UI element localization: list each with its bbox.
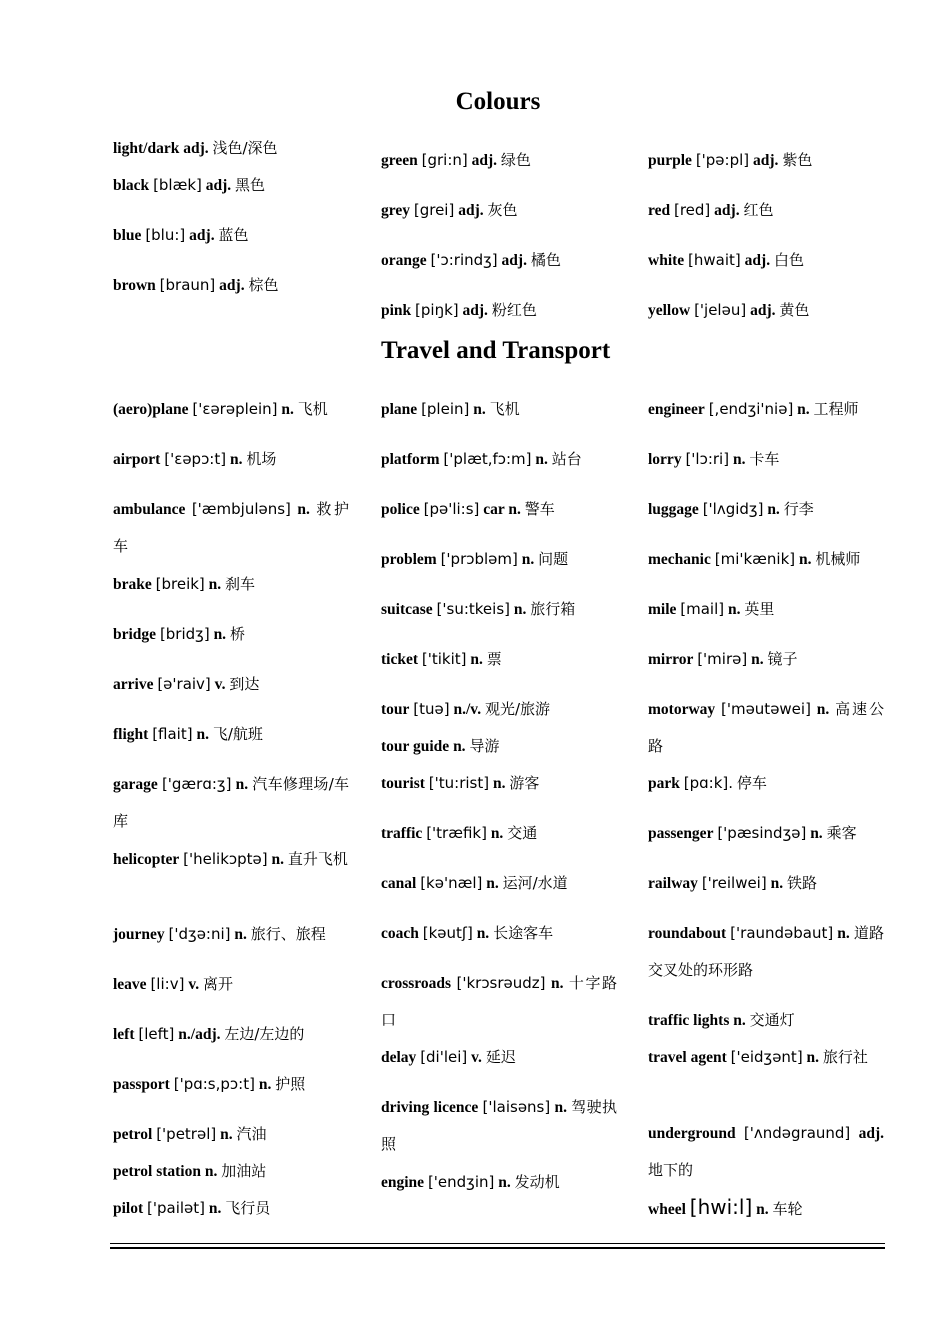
- vocab-entry: [113, 1066, 349, 1103]
- vocab-entry: [648, 765, 884, 802]
- vocab-part-of-speech: adj.: [750, 302, 776, 319]
- vocab-part-of-speech: adj.: [753, 152, 779, 169]
- vocab-part-of-speech: n.: [208, 576, 222, 593]
- vocab-word: pilot: [113, 1200, 144, 1217]
- vocab-part-of-speech: n.: [453, 738, 466, 755]
- vocab-meaning: 绿色: [500, 151, 531, 169]
- vocab-part-of-speech: n.: [751, 651, 764, 668]
- vocab-phonetic: ['reilwei]: [701, 874, 767, 892]
- vocab-phonetic: ['eidʒənt]: [730, 1048, 803, 1066]
- vocab-part-of-speech: n.: [554, 1099, 567, 1116]
- vocab-word: passport: [113, 1076, 170, 1093]
- vocab-phonetic: ['mirə]: [697, 650, 748, 668]
- vocab-phonetic: [blæk]: [153, 176, 202, 194]
- vocab-word: traffic: [381, 825, 423, 842]
- vocab-entry: [648, 915, 884, 989]
- vocab-part-of-speech: n./v.: [453, 701, 482, 718]
- vocab-phonetic: [piŋk]: [415, 301, 459, 319]
- vocab-phonetic: ['ʌndəgraund]: [743, 1124, 851, 1142]
- vocab-meaning: 浅色/深色: [212, 139, 278, 157]
- vocab-meaning: 黄色: [779, 301, 810, 319]
- vocab-word: mechanic: [648, 551, 711, 568]
- vocab-meaning: 导游: [469, 737, 500, 755]
- vocab-part-of-speech: n./adj.: [178, 1026, 221, 1043]
- vocab-word: orange: [381, 252, 427, 269]
- vocab-word: brown: [113, 277, 156, 294]
- vocab-word: helicopter: [113, 851, 180, 868]
- vocab-phonetic: ['krɔsrəudz]: [456, 974, 546, 992]
- vocab-entry: [648, 865, 884, 902]
- vocab-entry: [381, 865, 617, 902]
- vocab-part-of-speech: n.: [297, 501, 310, 518]
- vocab-entry: [648, 142, 884, 179]
- vocab-meaning: 汽油: [236, 1125, 267, 1143]
- vocab-phonetic: ['su:tkeis]: [436, 600, 510, 618]
- vocab-meaning: 汽车修理场/车库: [113, 775, 350, 830]
- vocab-entry: [113, 1016, 349, 1053]
- vocab-entry: [381, 641, 617, 678]
- vocab-phonetic: [left]: [138, 1025, 175, 1043]
- vocab-word: purple: [648, 152, 692, 169]
- vocab-part-of-speech: n.: [213, 626, 227, 643]
- vocab-phonetic: ['dʒə:ni]: [168, 925, 231, 943]
- vocab-word: underground: [648, 1125, 736, 1142]
- vocab-phonetic: [di'lei]: [420, 1048, 468, 1066]
- vocab-meaning: 护照: [275, 1075, 306, 1093]
- vocab-part-of-speech: adj.: [858, 1125, 884, 1142]
- vocab-part-of-speech: n.: [220, 1126, 233, 1143]
- vocab-meaning: 机械师: [815, 550, 861, 568]
- vocab-meaning: 停车: [736, 774, 767, 792]
- vocab-entry: [381, 441, 617, 478]
- vocab-entry: [381, 591, 617, 628]
- vocab-entry: [113, 616, 349, 653]
- vocab-word: pink: [381, 302, 412, 319]
- vocab-word: platform: [381, 451, 440, 468]
- vocab-phonetic: ['ɔ:rindʒ]: [430, 251, 498, 269]
- vocab-part-of-speech: n.: [486, 875, 499, 892]
- vocab-entry: [113, 130, 349, 167]
- vocab-entry: [648, 1115, 884, 1189]
- vocab-phonetic: [kə'næl]: [420, 874, 483, 892]
- vocab-entry: [648, 1002, 884, 1039]
- vocab-meaning: 发动机: [514, 1173, 560, 1191]
- vocab-phonetic: ['jeləu]: [694, 301, 747, 319]
- vocab-word: mirror: [648, 651, 694, 668]
- vocab-part-of-speech: n.: [770, 875, 784, 892]
- vocab-meaning: 飞机: [489, 400, 520, 418]
- vocab-entry: [113, 491, 349, 565]
- vocab-phonetic: ['raundəbaut]: [730, 924, 834, 942]
- vocab-part-of-speech: n.: [728, 601, 741, 618]
- vocab-phonetic: ['pə:pl]: [695, 151, 750, 169]
- vocab-meaning: 游客: [509, 774, 540, 792]
- vocab-meaning: 白色: [773, 251, 804, 269]
- vocab-word: white: [648, 252, 685, 269]
- vocab-meaning: 卡车: [749, 450, 780, 468]
- vocab-word: travel agent: [648, 1049, 727, 1066]
- vocab-word: light/dark: [113, 140, 180, 157]
- vocab-word: luggage: [648, 501, 699, 518]
- vocab-word: ticket: [381, 651, 419, 668]
- vocab-word: journey: [113, 926, 165, 943]
- vocab-entry: [113, 916, 349, 953]
- vocab-meaning: 长途客车: [493, 924, 554, 942]
- vocab-meaning: 蓝色: [218, 226, 249, 244]
- vocab-meaning: 警车: [524, 500, 555, 518]
- vocab-word: leave: [113, 976, 147, 993]
- vocab-part-of-speech: adj.: [714, 202, 740, 219]
- vocab-meaning: 乘客: [826, 824, 857, 842]
- vocab-phonetic: ['tu:rist]: [428, 774, 490, 792]
- vocab-phonetic: [bridʒ]: [159, 625, 210, 643]
- section-title-colours: Colours: [455, 88, 541, 115]
- vocab-meaning: 飞/航班: [212, 725, 263, 743]
- vocab-meaning: 旅行、旅程: [250, 925, 326, 943]
- vocab-entry: [113, 441, 349, 478]
- vocab-meaning: 机场: [246, 450, 277, 468]
- vocab-meaning: 到达: [229, 675, 260, 693]
- vocab-entry: [113, 666, 349, 703]
- vocab-meaning: 道路交叉处的环形路: [648, 924, 884, 979]
- vocab-word: park: [648, 775, 680, 792]
- vocab-part-of-speech: adj.: [462, 302, 488, 319]
- vocab-word: mile: [648, 601, 677, 618]
- vocab-word: brake: [113, 576, 152, 593]
- vocab-phonetic: ['lɔ:ri]: [685, 450, 730, 468]
- vocab-entry: [381, 1164, 617, 1201]
- vocab-entry: [381, 541, 617, 578]
- vocab-meaning: 观光/旅游: [484, 700, 551, 718]
- vocab-entry: [648, 641, 884, 678]
- vocab-entry: [648, 242, 884, 279]
- vocab-meaning: 铁路: [786, 874, 817, 892]
- vocab-entry: [113, 167, 349, 204]
- vocab-part-of-speech: v.: [471, 1049, 482, 1066]
- vocab-word: black: [113, 177, 150, 194]
- vocab-part-of-speech: n.: [490, 825, 504, 842]
- vocab-entry: [648, 192, 884, 229]
- vocab-phonetic: [tuə]: [413, 700, 450, 718]
- vocab-meaning: 飞行员: [225, 1199, 271, 1217]
- vocab-part-of-speech: adj.: [205, 177, 232, 194]
- vocab-phonetic: [gri:n]: [421, 151, 468, 169]
- vocab-phonetic: ['pɑ:s,pɔ:t]: [173, 1075, 255, 1093]
- vocab-entry: [648, 541, 884, 578]
- vocab-entry: [381, 292, 617, 329]
- vocab-part-of-speech: n.: [204, 1163, 218, 1180]
- vocab-part-of-speech: n.: [816, 701, 830, 718]
- vocab-meaning: 站台: [551, 450, 582, 468]
- vocab-part-of-speech: adj.: [458, 202, 484, 219]
- vocab-entry: [648, 1189, 884, 1228]
- vocab-part-of-speech: n.: [498, 1174, 511, 1191]
- vocab-word: left: [113, 1026, 135, 1043]
- vocab-entry: [381, 1039, 617, 1076]
- vocab-word: grey: [381, 202, 410, 219]
- vocab-phonetic: [flait]: [152, 725, 193, 743]
- vocab-meaning: 左边/左边的: [224, 1025, 305, 1043]
- vocab-word: lorry: [648, 451, 682, 468]
- vocab-word: crossroads: [381, 975, 452, 992]
- vocab-meaning: 粉红色: [491, 301, 537, 319]
- vocab-entry: [113, 1190, 349, 1227]
- vocab-part-of-speech: adj.: [501, 252, 527, 269]
- vocab-phonetic: ['træfik]: [426, 824, 487, 842]
- vocab-entry: [648, 491, 884, 528]
- vocab-word: engine: [381, 1174, 425, 1191]
- vocab-word: plane: [381, 401, 418, 418]
- vocab-part-of-speech: n.: [810, 825, 823, 842]
- vocab-entry: [648, 292, 884, 329]
- vocab-phonetic: ['εəpɔ:t]: [164, 450, 227, 468]
- vocab-meaning: 橘色: [530, 251, 561, 269]
- vocab-entry: [648, 441, 884, 478]
- vocab-meaning: 地下的: [648, 1161, 694, 1179]
- vocab-meaning: 工程师: [813, 400, 859, 418]
- vocab-word: traffic lights: [648, 1012, 730, 1029]
- vocab-part-of-speech: n.: [806, 1049, 820, 1066]
- vocab-phonetic: ['petrəl]: [156, 1125, 217, 1143]
- vocab-entry: [381, 1089, 617, 1163]
- vocab-part-of-speech: n.: [229, 451, 243, 468]
- vocab-phonetic: [ə'raiv]: [157, 675, 211, 693]
- vocab-word: driving licence: [381, 1099, 479, 1116]
- vocab-phonetic: ['məutəwei]: [720, 700, 811, 718]
- vocab-phonetic: [li:v]: [150, 975, 185, 993]
- vocab-word: delay: [381, 1049, 417, 1066]
- vocab-word: tourist: [381, 775, 425, 792]
- vocab-part-of-speech: v.: [188, 976, 200, 993]
- vocab-phonetic: [grei]: [413, 201, 455, 219]
- vocab-part-of-speech: n.: [535, 451, 548, 468]
- vocab-part-of-speech: adj.: [471, 152, 498, 169]
- vocab-part-of-speech: car n.: [483, 501, 521, 518]
- vocab-phonetic: ['prɔbləm]: [440, 550, 518, 568]
- vocab-entry: [381, 915, 617, 952]
- vocab-word: green: [381, 152, 418, 169]
- vocab-part-of-speech: n.: [258, 1076, 272, 1093]
- vocab-word: flight: [113, 726, 149, 743]
- vocab-word: arrive: [113, 676, 154, 693]
- vocab-word: tour: [381, 701, 410, 718]
- vocab-meaning: 直升飞机: [287, 850, 348, 868]
- vocab-part-of-speech: n.: [732, 451, 746, 468]
- vocab-part-of-speech: n.: [513, 601, 527, 618]
- vocab-entry: [381, 192, 617, 229]
- vocab-meaning: 紫色: [782, 151, 813, 169]
- vocab-part-of-speech: adj.: [189, 227, 215, 244]
- vocab-phonetic: [,endʒi'niə]: [708, 400, 794, 418]
- vocab-word: yellow: [648, 302, 691, 319]
- vocab-phonetic: ['æmbjuləns]: [191, 500, 291, 518]
- vocab-entry: [113, 1116, 349, 1153]
- vocab-meaning: 棕色: [248, 276, 279, 294]
- footer-rule-bottom: [110, 1247, 885, 1249]
- vocab-part-of-speech: n.: [799, 551, 812, 568]
- vocab-word: wheel: [648, 1201, 686, 1218]
- vocab-phonetic: [braun]: [159, 276, 216, 294]
- vocab-part-of-speech: n.: [281, 401, 294, 418]
- vocab-entry: [648, 691, 884, 765]
- vocab-entry: [381, 765, 617, 802]
- vocab-meaning: 灰色: [487, 201, 518, 219]
- vocab-phonetic: [plein]: [421, 400, 470, 418]
- vocab-phonetic: ['lʌgidʒ]: [702, 500, 764, 518]
- vocab-part-of-speech: n.: [473, 401, 486, 418]
- vocab-meaning: 桥: [229, 625, 245, 643]
- vocab-entry: [648, 1039, 884, 1076]
- vocab-part-of-speech: n.: [797, 401, 810, 418]
- vocab-part-of-speech: n.: [733, 1012, 746, 1029]
- vocab-entry: [381, 691, 617, 728]
- vocab-phonetic: [pɑ:k].: [683, 774, 734, 792]
- vocab-meaning: 票: [486, 650, 502, 668]
- vocab-phonetic: ['endʒin]: [427, 1173, 495, 1191]
- vocab-meaning: 交通灯: [749, 1011, 795, 1029]
- vocab-meaning: 救护车: [113, 500, 349, 555]
- vocab-entry: [648, 591, 884, 628]
- vocab-part-of-speech: n.: [756, 1201, 769, 1218]
- vocab-meaning: 交通: [507, 824, 538, 842]
- vocab-entry: [381, 142, 617, 179]
- section-title-travel: Travel and Transport: [381, 337, 611, 364]
- vocab-meaning: 刹车: [225, 575, 256, 593]
- vocab-meaning: 离开: [202, 975, 233, 993]
- vocab-part-of-speech: adj.: [744, 252, 771, 269]
- vocab-entry: [381, 728, 617, 765]
- vocab-meaning: 驾驶执照: [381, 1098, 617, 1153]
- vocab-entry: [381, 965, 617, 1039]
- vocab-phonetic: ['laisəns]: [482, 1098, 551, 1116]
- vocab-entry: [381, 242, 617, 279]
- vocab-meaning: 旅行社: [822, 1048, 868, 1066]
- vocab-entry: [113, 966, 349, 1003]
- vocab-part-of-speech: n.: [234, 926, 247, 943]
- vocab-word: passenger: [648, 825, 714, 842]
- vocab-phonetic: [mail]: [680, 600, 725, 618]
- vocab-phonetic: [breik]: [155, 575, 205, 593]
- vocab-phonetic: ['εərəplein]: [192, 400, 278, 418]
- vocab-part-of-speech: n.: [196, 726, 209, 743]
- vocab-part-of-speech: n.: [837, 925, 850, 942]
- vocab-meaning: 飞机: [297, 400, 328, 418]
- vocab-word: suitcase: [381, 601, 433, 618]
- vocab-meaning: 车轮: [772, 1200, 803, 1218]
- vocab-entry: [113, 716, 349, 753]
- vocab-phonetic: ['pæsindʒə]: [717, 824, 807, 842]
- vocab-word: red: [648, 202, 671, 219]
- vocab-phonetic: ['gærɑ:ʒ]: [161, 775, 232, 793]
- vocab-phonetic: [red]: [673, 201, 711, 219]
- vocab-part-of-speech: n.: [235, 776, 249, 793]
- vocab-phonetic: [pə'li:s]: [423, 500, 480, 518]
- vocab-entry: [113, 1153, 349, 1190]
- vocab-meaning: 十字路口: [381, 974, 618, 1029]
- vocab-phonetic: [mi'kænik]: [714, 550, 796, 568]
- vocab-part-of-speech: adj.: [219, 277, 245, 294]
- vocab-meaning: 加油站: [221, 1162, 267, 1180]
- vocab-phonetic: [blu:]: [145, 226, 186, 244]
- vocab-word: bridge: [113, 626, 157, 643]
- vocab-part-of-speech: n.: [271, 851, 285, 868]
- vocab-word: police: [381, 501, 420, 518]
- vocab-entry: [113, 766, 349, 840]
- vocab-entry: [648, 815, 884, 852]
- vocab-entry: [113, 391, 349, 428]
- vocab-word: petrol station: [113, 1163, 201, 1180]
- vocab-word: motorway: [648, 701, 716, 718]
- vocab-phonetic: ['helikɔptə]: [183, 850, 268, 868]
- vocab-phonetic: [hwait]: [688, 251, 741, 269]
- vocab-part-of-speech: n.: [470, 651, 483, 668]
- vocab-meaning: 问题: [538, 550, 569, 568]
- vocab-meaning: 延迟: [485, 1048, 516, 1066]
- vocab-entry: [113, 217, 349, 254]
- vocab-meaning: 行李: [783, 500, 814, 518]
- vocab-meaning: 镜子: [767, 650, 798, 668]
- vocab-phonetic: [kəutʃ]: [422, 924, 473, 942]
- vocab-word: blue: [113, 227, 142, 244]
- vocab-word: petrol: [113, 1126, 153, 1143]
- vocab-entry: [381, 491, 617, 528]
- vocab-part-of-speech: n.: [492, 775, 506, 792]
- vocab-word: problem: [381, 551, 437, 568]
- vocab-word: garage: [113, 776, 158, 793]
- vocab-meaning: 黑色: [235, 176, 266, 194]
- vocab-word: tour guide: [381, 738, 450, 755]
- vocab-meaning: 英里: [744, 600, 775, 618]
- vocab-meaning: 红色: [743, 201, 774, 219]
- vocab-entry: [381, 815, 617, 852]
- vocab-phonetic: ['tikit]: [421, 650, 467, 668]
- vocab-part-of-speech: n.: [521, 551, 535, 568]
- vocab-entry: [113, 267, 349, 304]
- vocab-entry: [113, 566, 349, 603]
- vocab-part-of-speech: v.: [214, 676, 226, 693]
- vocab-meaning: 旅行箱: [530, 600, 576, 618]
- vocab-meaning: 高速公路: [648, 700, 884, 755]
- vocab-word: engineer: [648, 401, 705, 418]
- vocab-entry: [648, 391, 884, 428]
- vocab-entry: [113, 841, 349, 878]
- vocab-word: roundabout: [648, 925, 727, 942]
- vocab-phonetic: ['plæt,fɔ:m]: [443, 450, 532, 468]
- vocab-entry: [381, 391, 617, 428]
- vocab-part-of-speech: n.: [476, 925, 490, 942]
- vocab-part-of-speech: n.: [767, 501, 780, 518]
- vocab-part-of-speech: n.: [208, 1200, 222, 1217]
- vocab-phonetic: [hwi:l]: [689, 1195, 753, 1219]
- vocab-word: railway: [648, 875, 698, 892]
- vocab-word: airport: [113, 451, 161, 468]
- vocab-phonetic: ['pailət]: [147, 1199, 206, 1217]
- footer-rule-top: [110, 1243, 885, 1244]
- vocab-meaning: 运河/水道: [502, 874, 568, 892]
- vocab-part-of-speech: n.: [550, 975, 564, 992]
- vocab-part-of-speech: adj.: [183, 140, 209, 157]
- vocab-word: (aero)plane: [113, 401, 189, 418]
- vocab-word: canal: [381, 875, 417, 892]
- vocab-word: coach: [381, 925, 419, 942]
- vocab-word: ambulance: [113, 501, 186, 518]
